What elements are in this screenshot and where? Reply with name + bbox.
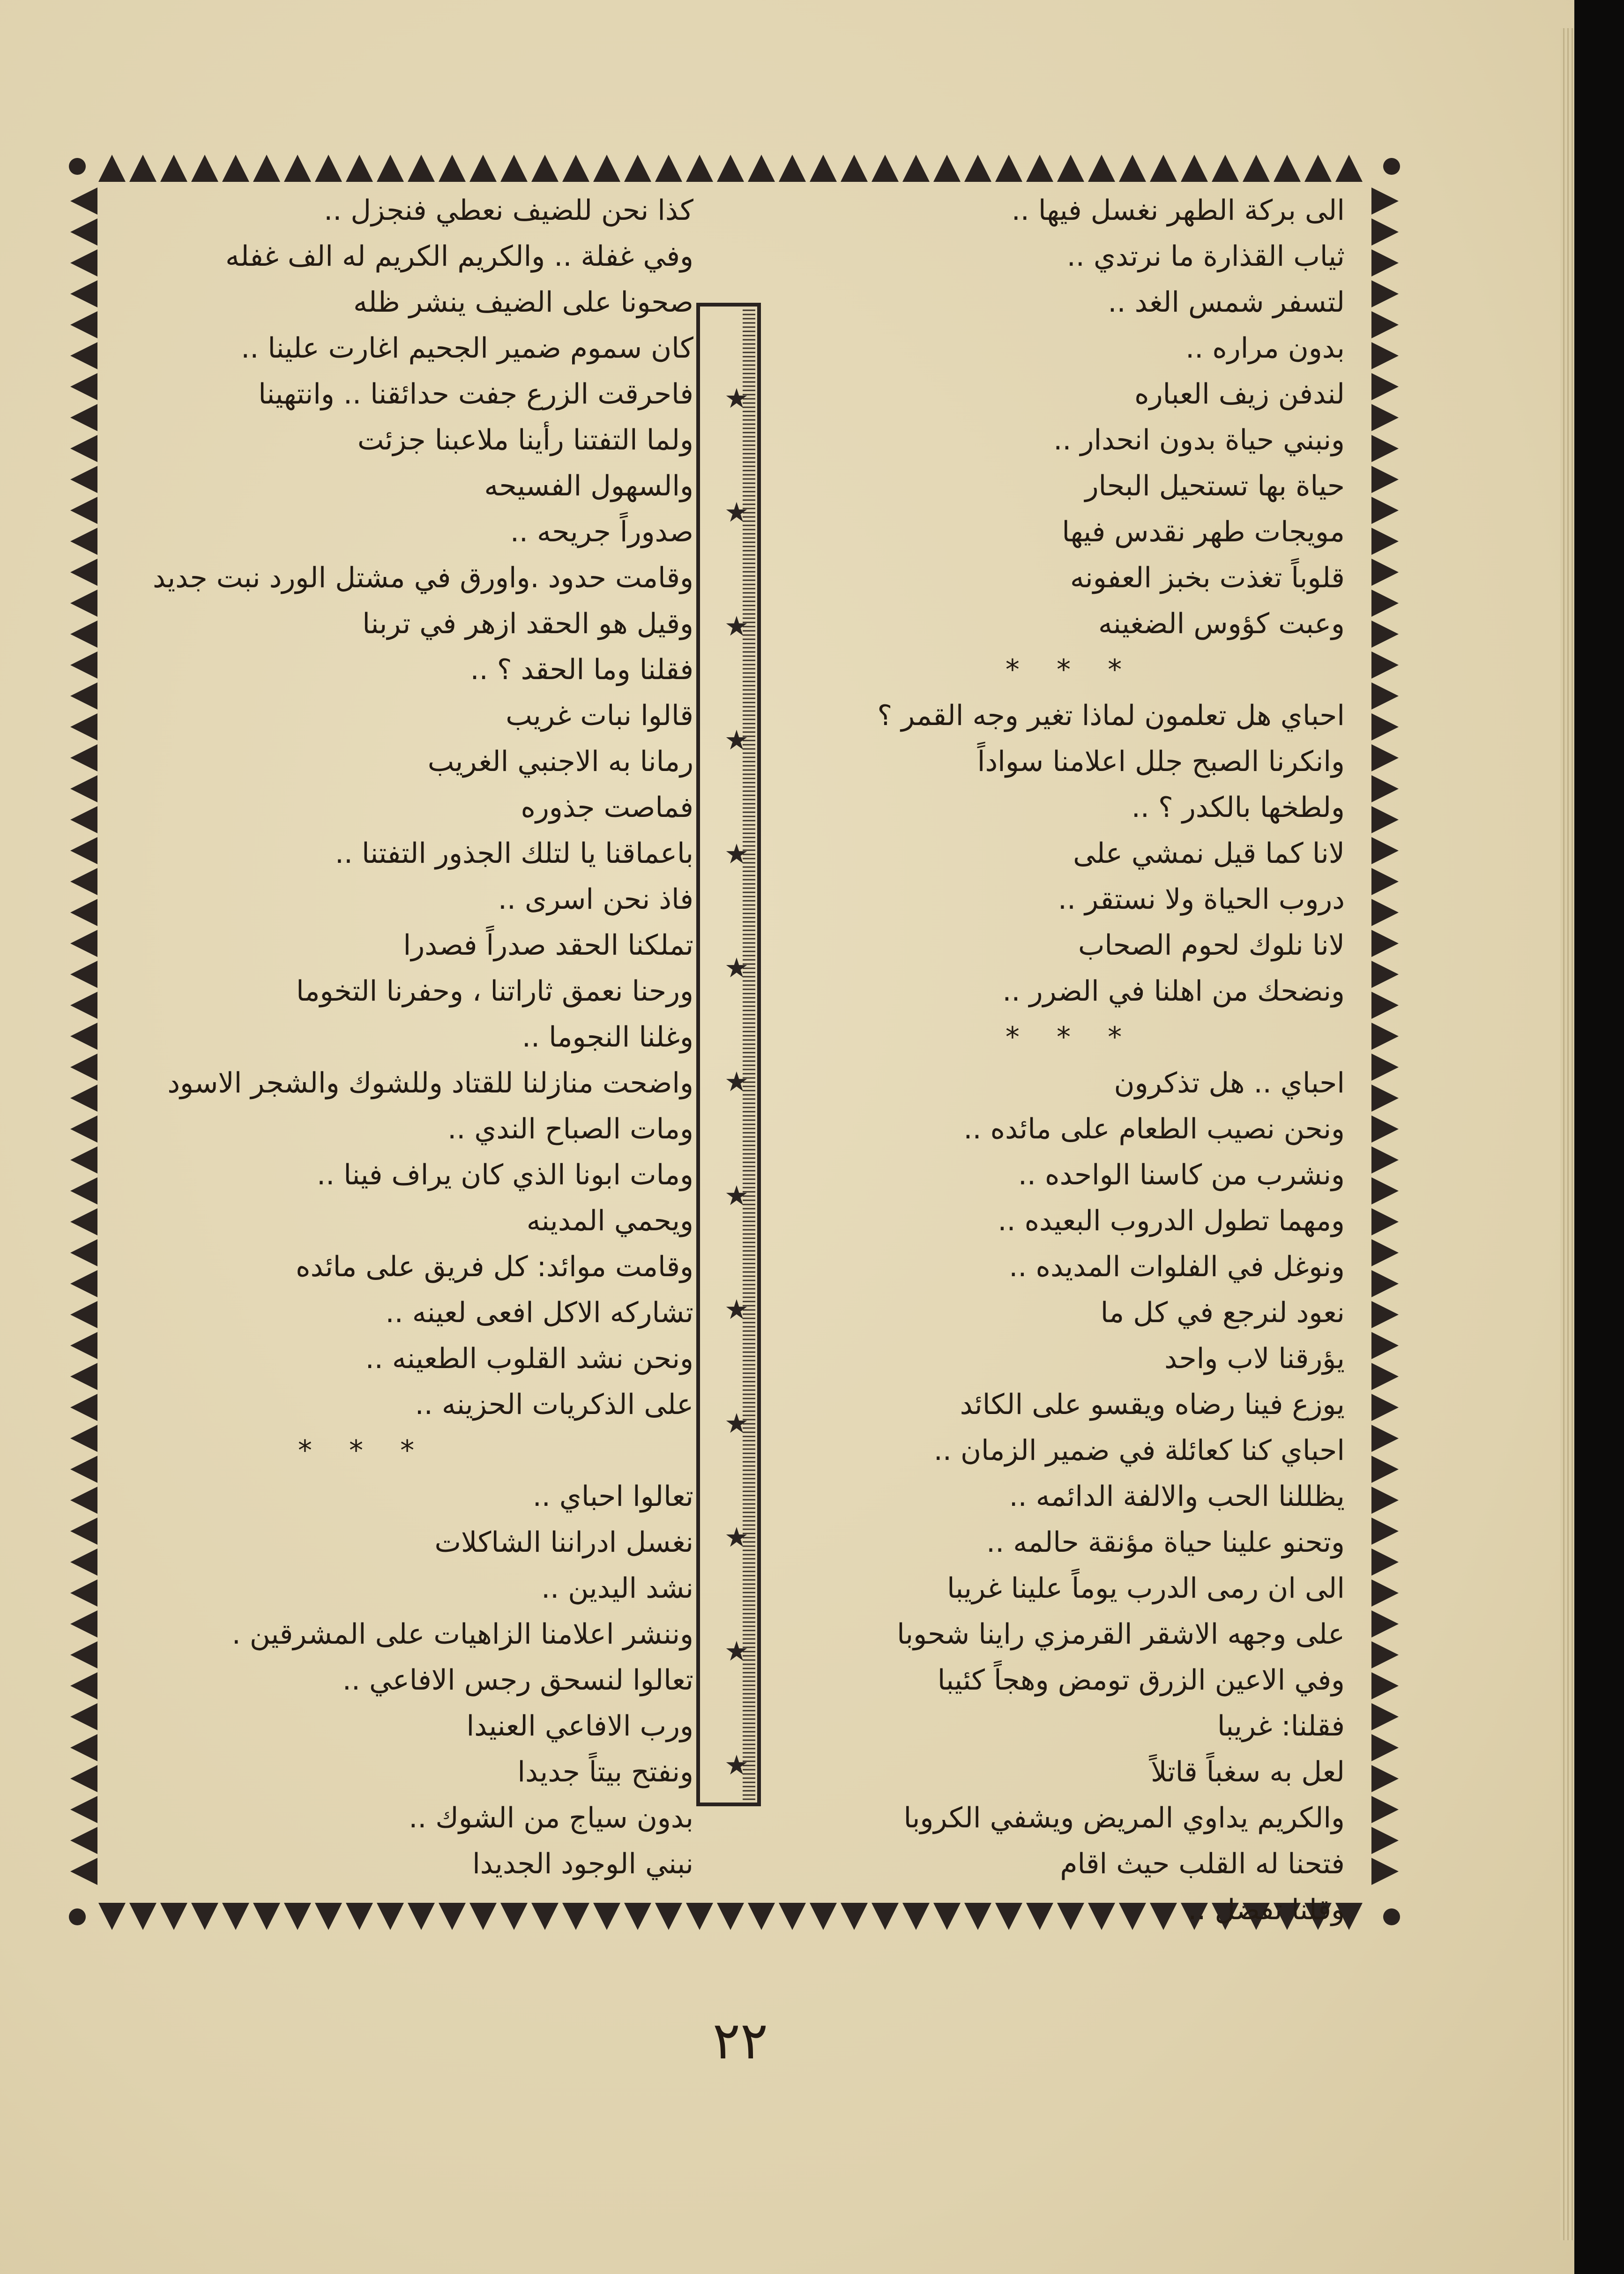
border-triangle — [346, 155, 373, 182]
poem-line: يؤرقنا لاب واحد — [1164, 1342, 1345, 1375]
border-triangle — [70, 1085, 97, 1112]
border-triangle — [717, 1903, 744, 1930]
poem-line: ويحمي المدينه — [526, 1204, 693, 1237]
poem-line: فتحنا له القلب حيث اقام — [1060, 1848, 1345, 1880]
center-divider — [698, 305, 759, 1804]
poem-line: يظللنا الحب والالفة الدائمه .. — [1009, 1480, 1345, 1513]
poem-line: لندفن زيف العباره — [1134, 378, 1345, 411]
border-triangle — [70, 1703, 97, 1730]
border-triangle — [624, 1903, 651, 1930]
border-triangle — [70, 775, 97, 802]
border-triangle — [70, 1487, 97, 1514]
poem-line: ونوغل في الفلوات المديده .. — [1009, 1250, 1345, 1283]
border-triangle — [624, 155, 651, 182]
border-corner-dot — [69, 1908, 86, 1925]
border-triangle — [1304, 155, 1332, 182]
border-triangle — [1371, 651, 1399, 679]
border-triangle — [70, 651, 97, 679]
poem-line: فقلنا: غريبا — [1217, 1710, 1345, 1743]
divider-star-icon: ★ — [724, 1749, 749, 1781]
poem-line: ونضحك من اهلنا في الضرر .. — [1002, 975, 1345, 1008]
border-triangle — [315, 1903, 342, 1930]
border-triangle — [70, 1641, 97, 1668]
border-triangle — [70, 1239, 97, 1266]
poem-line: وقيل هو الحقد ازهر في تربنا — [362, 607, 693, 640]
border-triangle — [1371, 1146, 1399, 1174]
divider-star-icon: ★ — [724, 382, 749, 414]
poem-line: ورب الافاعي العنيدا — [466, 1710, 693, 1743]
border-triangle — [1371, 1177, 1399, 1204]
border-triangle — [70, 1208, 97, 1235]
border-triangle — [1057, 155, 1084, 182]
border-triangle — [1371, 621, 1399, 648]
border-triangle — [70, 1456, 97, 1483]
poem-line: وقلنا تفضل .. — [1188, 1893, 1345, 1926]
poem-line: دروب الحياة ولا نستقر .. — [1058, 883, 1345, 916]
border-triangle — [1371, 1363, 1399, 1390]
border-triangle — [98, 1903, 126, 1930]
border-triangle — [841, 1903, 868, 1930]
border-triangle — [70, 1548, 97, 1576]
poem-line: ومات الصباح الندي .. — [447, 1113, 693, 1145]
border-triangle — [191, 155, 218, 182]
border-corner-dot — [1383, 158, 1400, 175]
border-triangle — [717, 155, 744, 182]
border-triangle — [1371, 1610, 1399, 1638]
border-triangle — [779, 155, 806, 182]
border-triangle — [1119, 155, 1146, 182]
border-triangle — [1371, 899, 1399, 926]
poem-line: والكريم يداوي المريض ويشفي الكروبا — [903, 1802, 1345, 1834]
border-triangle — [222, 155, 249, 182]
border-triangle — [1371, 1765, 1399, 1792]
border-triangle — [70, 1672, 97, 1699]
poem-line: والسهول الفسيحه — [484, 470, 693, 502]
border-triangle — [70, 1332, 97, 1359]
divider-star-icon: ★ — [724, 496, 749, 528]
stanza-separator: * * * — [298, 1434, 429, 1467]
page-number: ٢٢ — [712, 2011, 768, 2071]
border-triangle — [1371, 1054, 1399, 1081]
poem-line: صحونا على الضيف ينشر ظله — [353, 286, 693, 319]
border-triangle — [1371, 806, 1399, 833]
poem-line: وقامت حدود .واورق في مشتل الورد نبت جديد — [152, 561, 693, 594]
poem-line: وقامت موائد: كل فريق على مائده — [296, 1250, 693, 1283]
border-triangle — [377, 155, 404, 182]
divider-star-icon: ★ — [724, 1180, 749, 1212]
border-triangle — [1371, 1641, 1399, 1668]
poem-line: ونحن نصيب الطعام على مائده .. — [963, 1113, 1345, 1145]
poem-line: وعبت كؤوس الضغينه — [1098, 607, 1345, 640]
border-triangle — [284, 155, 311, 182]
poem-line: الى ان رمى الدرب يوماً علينا غريبا — [947, 1572, 1345, 1605]
poem-line: قالوا نبات غريب — [506, 699, 693, 732]
border-triangle — [1181, 155, 1208, 182]
poem-line: تعالوا لنسحق رجس الافاعي .. — [342, 1664, 693, 1697]
border-triangle — [1371, 187, 1399, 215]
border-triangle — [1371, 1394, 1399, 1421]
border-triangle — [748, 1903, 775, 1930]
border-triangle — [160, 1903, 187, 1930]
border-triangle — [1371, 1672, 1399, 1699]
border-triangle — [439, 1903, 466, 1930]
divider-star-icon: ★ — [724, 724, 749, 756]
border-triangle — [408, 1903, 435, 1930]
border-triangle — [1150, 155, 1177, 182]
divider-star-icon: ★ — [724, 1521, 749, 1553]
border-triangle — [1371, 280, 1399, 307]
border-triangle — [1026, 155, 1053, 182]
border-triangle — [70, 899, 97, 926]
border-triangle — [70, 1579, 97, 1607]
border-triangle — [1371, 1023, 1399, 1050]
border-triangle — [70, 1363, 97, 1390]
border-triangle — [964, 155, 991, 182]
border-triangle — [1371, 1085, 1399, 1112]
border-triangle — [1371, 1456, 1399, 1483]
poem-line: لانا كما قيل نمشي على — [1073, 837, 1345, 870]
poem-line: ومات ابونا الذي كان يراف فينا .. — [317, 1159, 693, 1191]
border-triangle — [1371, 590, 1399, 617]
border-triangle — [70, 992, 97, 1019]
border-triangle — [70, 559, 97, 586]
border-triangle — [531, 155, 559, 182]
poem-line: بدون سياج من الشوك .. — [409, 1802, 693, 1834]
border-triangle — [98, 155, 126, 182]
poem-line: تملكنا الحقد صدراً فصدرا — [403, 929, 693, 962]
border-triangle — [1371, 559, 1399, 586]
poem-line: تشاركه الاكل افعى لعينه .. — [385, 1296, 693, 1329]
poem-line: لانا نلوك لحوم الصحاب — [1078, 929, 1345, 962]
poem-line: ومهما تطول الدروب البعيده .. — [998, 1204, 1345, 1237]
border-triangle — [191, 1903, 218, 1930]
poem-column-right — [877, 187, 1345, 1933]
border-corner-dot — [69, 158, 86, 175]
border-triangle — [531, 1903, 559, 1930]
border-triangle — [70, 373, 97, 400]
border-triangle — [1371, 992, 1399, 1019]
border-triangle — [1371, 218, 1399, 246]
poem-line: ولما التفتنا رأينا ملاعبنا جزئت — [357, 424, 693, 456]
border-triangle — [70, 806, 97, 833]
border-triangle — [1212, 155, 1239, 182]
border-triangle — [1371, 1858, 1399, 1885]
border-triangle — [70, 1610, 97, 1638]
border-triangle — [346, 1903, 373, 1930]
poem-line: لتسفر شمس الغد .. — [1108, 286, 1345, 319]
border-triangle — [70, 342, 97, 369]
border-triangle — [70, 837, 97, 864]
poem-line: ثياب القذارة ما نرتدي .. — [1066, 240, 1345, 273]
border-triangle — [1371, 528, 1399, 555]
poem-line: الى بركة الطهر نغسل فيها .. — [1011, 194, 1345, 227]
border-triangle — [748, 155, 775, 182]
border-triangle — [810, 1903, 837, 1930]
border-triangle — [1371, 1301, 1399, 1328]
border-triangle — [1371, 713, 1399, 741]
poem-line: نغسل ادراننا الشاكلات — [434, 1526, 693, 1559]
border-triangle — [1371, 435, 1399, 462]
border-triangle — [253, 155, 280, 182]
poem-line: وفي غفلة .. والكريم الكريم له الف غفله — [225, 240, 693, 273]
poem-line: ورحنا نعمق ثاراتنا ، وحفرنا التخوما — [296, 975, 693, 1008]
poem-line: ونشرب من كاسنا الواحده .. — [1018, 1159, 1345, 1191]
divider-star-icon: ★ — [724, 1294, 749, 1325]
border-triangle — [70, 280, 97, 307]
border-triangle — [1371, 682, 1399, 710]
border-triangle — [70, 930, 97, 957]
border-triangle — [160, 155, 187, 182]
border-triangle — [902, 155, 930, 182]
border-triangle — [70, 1796, 97, 1823]
border-triangle — [1335, 155, 1363, 182]
divider-star-icon: ★ — [724, 952, 749, 984]
poem-line: قلوباً تغذت بخبز العفونه — [1070, 561, 1345, 594]
poem-line: وغلنا النجوما .. — [521, 1021, 693, 1054]
poem-line: كان سموم ضمير الجحيم اغارت علينا .. — [241, 332, 693, 365]
border-triangle — [841, 155, 868, 182]
poem-line: وانكرنا الصبح جلل اعلامنا سواداً — [977, 745, 1345, 778]
border-triangle — [129, 1903, 156, 1930]
border-triangle — [1243, 155, 1270, 182]
border-corner-dot — [1383, 1908, 1400, 1925]
poem-line: نشد اليدين .. — [541, 1572, 693, 1605]
poem-line: رمانا به الاجنبي الغريب — [427, 745, 693, 778]
border-triangle — [70, 590, 97, 617]
border-triangle — [70, 1827, 97, 1854]
divider-star-icon: ★ — [724, 1066, 749, 1098]
poem-line: فاذ نحن اسرى .. — [498, 883, 693, 916]
border-triangle — [1371, 404, 1399, 431]
poem-line: ونحن نشد القلوب الطعينه .. — [365, 1342, 693, 1375]
divider-star-icon: ★ — [724, 610, 749, 642]
poem-line: مويجات طهر نقدس فيها — [1062, 516, 1345, 548]
border-triangle — [1371, 1208, 1399, 1235]
poem-line: وفي الاعين الزرق تومض وهجاً كئيبا — [937, 1664, 1345, 1697]
border-triangle — [70, 1177, 97, 1204]
border-triangle — [70, 466, 97, 493]
border-triangle — [1371, 961, 1399, 988]
border-triangle — [129, 155, 156, 182]
border-triangle — [1371, 868, 1399, 895]
border-triangle — [1371, 1579, 1399, 1607]
border-triangle — [686, 155, 713, 182]
border-triangle — [377, 1903, 404, 1930]
poem-line: وتحنو علينا حياة مؤنقة حالمه .. — [986, 1526, 1345, 1559]
border-triangle — [1371, 342, 1399, 369]
border-triangle — [1371, 497, 1399, 524]
border-triangle — [1371, 373, 1399, 400]
poem-line: فماصت جذوره — [521, 791, 693, 824]
poem-line: بدون مراره .. — [1185, 332, 1345, 365]
border-triangle — [779, 1903, 806, 1930]
poem-line: نعود لنرجع في كل ما — [1100, 1296, 1345, 1329]
border-triangle — [70, 218, 97, 246]
border-triangle — [70, 1518, 97, 1545]
poem-line: واضحت منازلنا للقتاد وللشوك والشجر الاسود — [167, 1067, 693, 1100]
border-triangle — [70, 1858, 97, 1885]
border-triangle — [70, 1054, 97, 1081]
border-triangle — [593, 1903, 620, 1930]
border-triangle — [500, 155, 528, 182]
border-triangle — [222, 1903, 249, 1930]
border-triangle — [253, 1903, 280, 1930]
border-triangle — [70, 497, 97, 524]
border-triangle — [500, 1903, 528, 1930]
border-triangle — [655, 1903, 682, 1930]
poem-line: فقلنا وما الحقد ؟ .. — [470, 653, 693, 686]
poem-line: يوزع فينا رضاه ويقسو على الكائد — [960, 1388, 1345, 1421]
border-triangle — [593, 155, 620, 182]
poem-line: باعماقنا يا لتلك الجذور التفتنا .. — [335, 837, 693, 870]
border-triangle — [933, 155, 961, 182]
border-triangle — [995, 155, 1022, 182]
border-triangle — [70, 1146, 97, 1174]
border-triangle — [1371, 744, 1399, 771]
border-triangle — [562, 155, 589, 182]
border-triangle — [70, 1425, 97, 1452]
border-triangle — [70, 435, 97, 462]
border-triangle — [70, 682, 97, 710]
border-triangle — [1371, 1239, 1399, 1266]
border-triangle — [1371, 1487, 1399, 1514]
border-triangle — [810, 155, 837, 182]
border-triangle — [1371, 311, 1399, 338]
stanza-separator: * * * — [1005, 653, 1136, 686]
poem-line: ونبني حياة بدون انحدار .. — [1053, 424, 1345, 456]
border-triangle — [655, 155, 682, 182]
poem-line: فاحرقت الزرع جفت حدائقنا .. وانتهينا — [258, 378, 693, 411]
poem-line: تعالوا احباي .. — [532, 1480, 693, 1513]
border-triangle — [1371, 466, 1399, 493]
border-triangle — [439, 155, 466, 182]
border-triangle — [70, 1734, 97, 1761]
poem-line: نبني الوجود الجديدا — [472, 1848, 693, 1880]
border-triangle — [70, 1765, 97, 1792]
border-triangle — [70, 1301, 97, 1328]
border-triangle — [70, 1115, 97, 1143]
border-triangle — [70, 621, 97, 648]
border-triangle — [469, 155, 497, 182]
border-triangle — [70, 187, 97, 215]
poem-line: وننشر اعلامنا الزاهيات على المشرقين . — [231, 1618, 693, 1651]
stanza-separator: * * * — [1005, 1021, 1136, 1054]
poem-line: ونفتح بيتاً جديدا — [517, 1756, 693, 1788]
poem-line: ولطخها بالكدر ؟ .. — [1131, 791, 1345, 824]
border-triangle — [70, 1270, 97, 1297]
divider-star-icon: ★ — [724, 1635, 749, 1667]
border-triangle — [469, 1903, 497, 1930]
border-triangle — [1371, 930, 1399, 957]
poem-line: احباي كنا كعائلة في ضمير الزمان .. — [933, 1434, 1345, 1467]
border-triangle — [1274, 155, 1301, 182]
divider-star-icon: ★ — [724, 1407, 749, 1439]
border-triangle — [686, 1903, 713, 1930]
border-triangle — [70, 249, 97, 277]
border-triangle — [408, 155, 435, 182]
border-triangle — [1088, 155, 1115, 182]
poem-line: على وجهه الاشقر القرمزي راينا شحوبا — [897, 1618, 1345, 1651]
poem-line: لعل به سغباً قاتلاً — [1151, 1756, 1345, 1788]
border-triangle — [1371, 1827, 1399, 1854]
poem-line: حياة بها تستحيل البحار — [1085, 470, 1345, 502]
border-triangle — [70, 713, 97, 741]
border-triangle — [872, 155, 899, 182]
border-triangle — [1371, 1518, 1399, 1545]
border-triangle — [70, 1394, 97, 1421]
border-triangle — [70, 311, 97, 338]
border-triangle — [1371, 249, 1399, 277]
border-triangle — [562, 1903, 589, 1930]
border-triangle — [1371, 1332, 1399, 1359]
poem-line: احباي .. هل تذكرون — [1114, 1067, 1345, 1100]
border-triangle — [1371, 1734, 1399, 1761]
border-triangle — [315, 155, 342, 182]
border-triangle — [70, 1023, 97, 1050]
border-triangle — [70, 961, 97, 988]
border-triangle — [70, 528, 97, 555]
poem-column-left — [117, 187, 693, 1887]
poem-line: احباي هل تعلمون لماذا تغير وجه القمر ؟ — [877, 699, 1345, 732]
divider-star-icon: ★ — [724, 838, 749, 870]
border-triangle — [1371, 837, 1399, 864]
border-triangle — [70, 868, 97, 895]
border-triangle — [1371, 1796, 1399, 1823]
border-triangle — [1371, 1548, 1399, 1576]
poem-line: صدوراً جريحه .. — [510, 516, 693, 548]
poem-line: على الذكريات الحزينه .. — [415, 1388, 693, 1421]
border-triangle — [1371, 1425, 1399, 1452]
poem-line: كذا نحن للضيف نعطي فنجزل .. — [324, 194, 693, 227]
border-triangle — [1371, 1703, 1399, 1730]
border-triangle — [1371, 1115, 1399, 1143]
border-triangle — [70, 404, 97, 431]
border-triangle — [284, 1903, 311, 1930]
border-triangle — [1371, 1270, 1399, 1297]
border-triangle — [1371, 775, 1399, 802]
border-triangle — [70, 744, 97, 771]
